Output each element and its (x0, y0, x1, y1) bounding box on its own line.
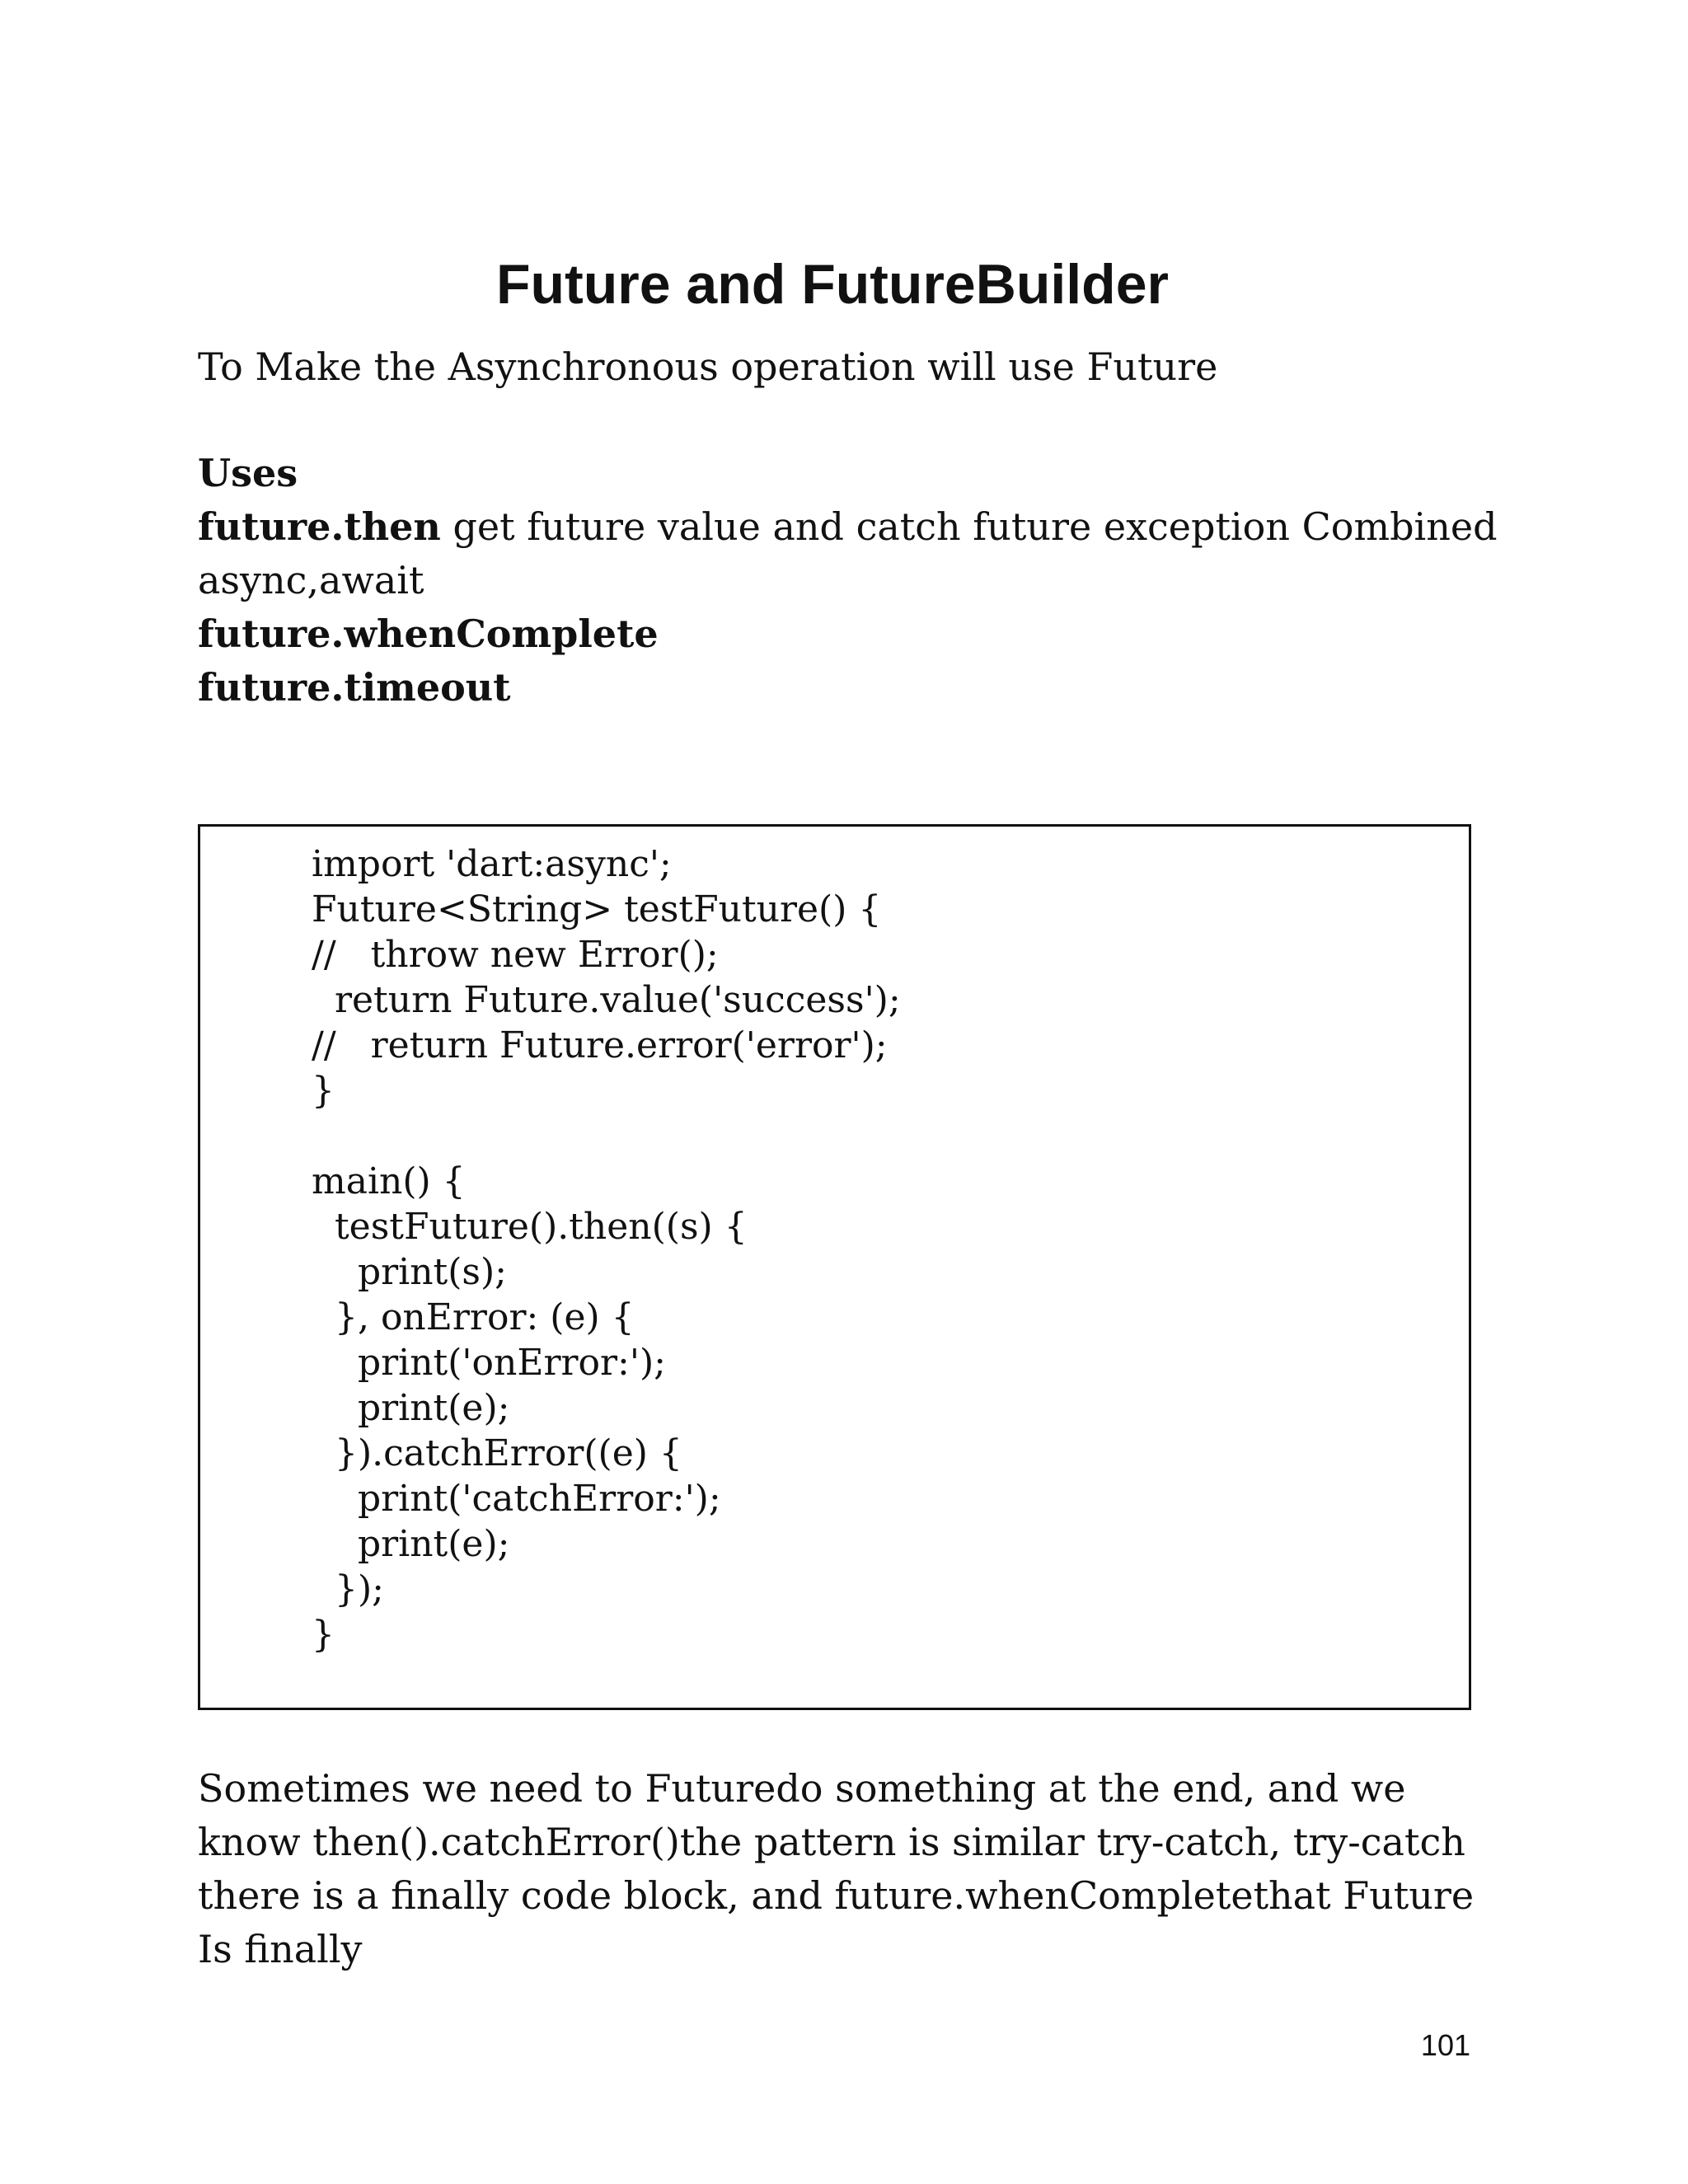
intro-paragraph: To Make the Asynchronous operation will use Future (198, 344, 1218, 389)
then-description: get future value and catch future exception Combined async,await (198, 504, 1498, 602)
page-number: 101 (1420, 2028, 1470, 2062)
uses-item-when-complete: future.whenComplete (198, 612, 659, 656)
uses-heading: Uses (198, 451, 298, 495)
then-term: future.then (198, 504, 441, 549)
code-listing: import 'dart:async'; Future<String> testFuture() { // throw new Error(); return Future.value('success'); // return Future.error('error'); } main() { testFuture().then((s) { print(s); }, onError: (e) { print('onError:'); print(e); }).catchError((e) { print('catchError:'); print(e); }); } (312, 843, 901, 1656)
uses-item-timeout: future.timeout (198, 665, 511, 710)
closing-paragraph: Sometimes we need to Futuredo something at the end, and we know then().catchError()the pattern is similar try-catch, try-catch there is a finally code block, and future.whenCompletethat Future Is finally (198, 1766, 1475, 1971)
page-title: Future and FutureBuilder (496, 253, 1169, 316)
code-box (198, 824, 1471, 1710)
uses-section (198, 447, 1517, 715)
uses-item-then (198, 500, 1517, 607)
